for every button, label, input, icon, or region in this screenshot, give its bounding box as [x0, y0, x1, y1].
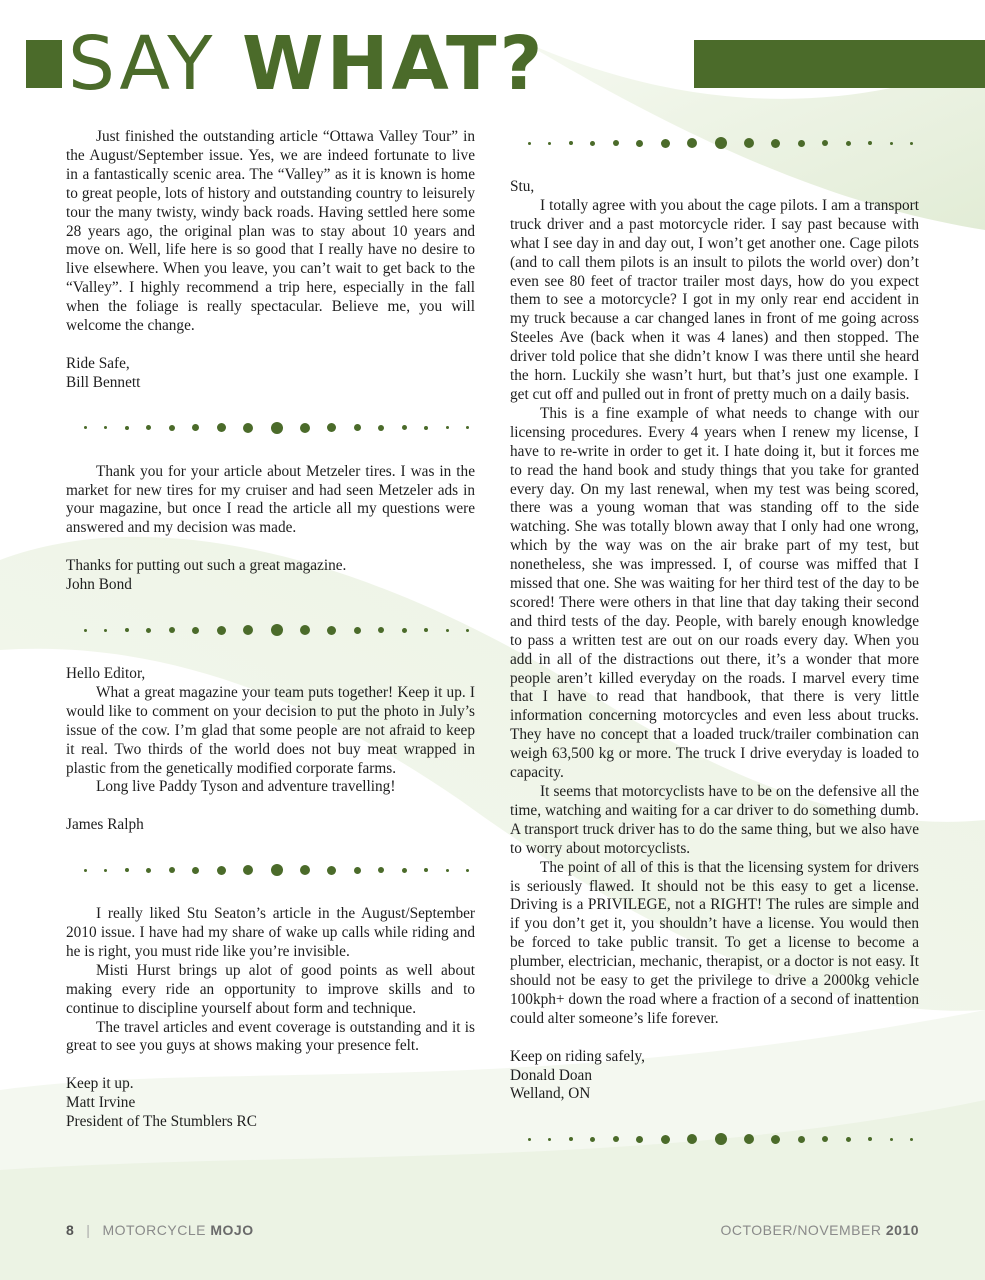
divider-dot [327, 423, 336, 432]
section-title-bold: WHAT? [241, 21, 546, 107]
divider-dot [327, 626, 336, 635]
divider-dot [217, 423, 226, 432]
divider-dot [424, 426, 428, 430]
divider-dot [271, 422, 283, 434]
divider-dot [125, 426, 129, 430]
divider-dot [771, 1135, 780, 1144]
divider-dot [798, 140, 805, 147]
divider-dot [424, 628, 428, 632]
issue-year: 2010 [885, 1222, 919, 1238]
letter-paragraph: Misti Hurst brings up alot of good points as well about making every ride an opportunity to improve skills and to continue to discipline yourself about form and technique. [66, 961, 475, 1017]
divider-dot [84, 426, 87, 429]
divider-dot [466, 869, 469, 872]
divider-dot [125, 868, 129, 872]
letter-paragraph: The travel articles and event coverage is outstanding and it is great to see you guys at shows making your presence felt. [66, 1018, 475, 1055]
divider-dot [636, 140, 643, 147]
divider-dot [243, 865, 253, 875]
divider-dot [661, 1135, 670, 1144]
footer-right [720, 1220, 919, 1240]
footer-separator: | [86, 1222, 91, 1238]
divider-dot [300, 865, 310, 875]
divider-dot [528, 1138, 531, 1141]
divider-dot [84, 629, 87, 632]
header-bar-right [694, 40, 985, 88]
divider-dot [636, 1136, 643, 1143]
dot-divider [528, 1124, 913, 1154]
divider-dot [125, 628, 129, 632]
header-bar-left [26, 40, 62, 88]
divider-dot [687, 138, 697, 148]
divider-dot [715, 137, 727, 149]
letter-paragraph: Long live Paddy Tyson and adventure travelling! [96, 778, 396, 796]
letter [66, 665, 475, 835]
letter-paragraph: Ride Safe, [66, 354, 130, 372]
letter-paragraph: Keep it up. [66, 1075, 134, 1093]
blank-line [510, 1029, 919, 1048]
divider-dot [378, 867, 384, 873]
letter-paragraph: Thanks for putting out such a great magazine. [66, 557, 347, 575]
divider-dot [402, 628, 407, 633]
divider-dot [528, 142, 531, 145]
divider-dot [271, 624, 283, 636]
divider-dot [661, 139, 670, 148]
divider-dot [771, 139, 780, 148]
divider-dot [868, 141, 872, 145]
divider-dot [466, 426, 469, 429]
divider-dot [146, 425, 151, 430]
divider-dot [613, 1136, 619, 1142]
divider-dot [822, 140, 828, 146]
dot-divider [528, 128, 913, 158]
blank-line [66, 538, 475, 557]
letter-paragraph: It seems that motorcyclists have to be on the defensive all the time, watching and waiting for a car driver to do something dumb. A transport truck driver has to do the same thing, but we also have to worry about motorcyclists. [510, 783, 919, 857]
divider-dot [192, 424, 199, 431]
divider-dot [271, 864, 283, 876]
letter [66, 463, 475, 595]
letter-paragraph: Just finished the outstanding article “Ottawa Valley Tour” in the August/September issue. Yes, we are indeed fortunate to live in a fantastically scenic area. The “Valley” as it is known is home to great people, lots of history and outstanding country to leisurely tour the many twisty, windy back roads. Having settled here some 28 years ago, the original plan was to stay about 10 years and move on. Well, life here is so good that I really have no desire to live elsewhere. When you leave, you can’t wait to get back to the “Valley”. I highly recommend a trip here, especially in the fall when the foliage is really spectacular. Believe me, you will welcome the change. [66, 128, 475, 335]
divider-dot [548, 1138, 551, 1141]
divider-dot [104, 629, 107, 632]
blank-line [66, 336, 475, 355]
letter [510, 178, 919, 1104]
divider-dot [590, 141, 595, 146]
letter [66, 905, 475, 1132]
divider-dot [890, 1138, 893, 1141]
divider-dot [354, 424, 361, 431]
issue-date: OCTOBER/NOVEMBER [720, 1222, 882, 1238]
magazine-name: MOTORCYCLE [102, 1222, 206, 1238]
letter-paragraph: President of The Stumblers RC [66, 1113, 257, 1131]
divider-dot [424, 868, 428, 872]
divider-dot [84, 869, 87, 872]
letter-paragraph: What a great magazine your team puts together! Keep it up. I would like to comment on your decision to put the photo in July’s issue of the cow. I’m glad that some people are not afraid to keep it real. Two thirds of the world does not buy meat wrapped in plastic from the genetically modified corporate farms. [66, 683, 475, 777]
letter-paragraph: John Bond [66, 576, 132, 594]
divider-dot [798, 1136, 805, 1143]
divider-dot [378, 425, 384, 431]
divider-dot [466, 629, 469, 632]
divider-dot [687, 1134, 697, 1144]
letter-paragraph: This is a fine example of what needs to change with our licensing procedures. Every 4 years when I renew my license, I have to re-write in order to get it. I hate doing it, but it forces me to read the hand book and study things that you take for granted every day. On my last renewal, when my test was being scored, there was a young woman that was standing off to the side watching. She was totally blown away that I only had one wrong, which by the way was on the air brake part of my test, but nonetheless, she was impressed. I, of course was miffed that I missed that one. She was waiting for her third test of the day to be scored! There were others in that line that day taking their second and third tests of the day. People, with barely enough knowledge to pass a written test are out on our roads every day. When you add in all of the distractions out there, it’s a wonder that more people aren’t killed everyday on the roads. I marvel every time that I have to read that handbook, that there is very little information concerning motorcycles and even less about trucks. They have no concept that a loaded truck/trailer combination can weigh 63,500 kg or more. The truck I drive everyday is loaded to capacity. [510, 404, 919, 782]
divider-dot [910, 142, 913, 145]
divider-dot [868, 1137, 872, 1141]
letter-paragraph: Bill Bennett [66, 373, 141, 391]
divider-dot [243, 625, 253, 635]
divider-dot [146, 628, 151, 633]
divider-dot [569, 1137, 573, 1141]
divider-dot [104, 426, 107, 429]
divider-dot [192, 867, 199, 874]
divider-dot [715, 1133, 727, 1145]
divider-dot [217, 866, 226, 875]
divider-dot [169, 425, 175, 431]
letter-paragraph: The point of all of this is that the licensing system for drivers is seriously flawed. It should not be this easy to get a license. Driving is a PRIVILEGE, not a RIGHT! The rules are simple and if you don’t get it, you shouldn’t have a license. You would then be forced to take public transit. To get a license to become a plumber, electrician, mechanic, therapist, or a doctor is not easy. It should not be easy to get the privilege to drive a 2000kg vehicle 100kph+ down the road where a fraction of a second of inattention could alter someone’s life forever. [510, 858, 919, 1027]
divider-dot [744, 138, 754, 148]
magazine-name-bold: MOJO [210, 1222, 254, 1238]
page-number: 8 [66, 1222, 75, 1238]
divider-dot [169, 867, 175, 873]
divider-dot [217, 626, 226, 635]
letter-paragraph: Hello Editor, [66, 665, 146, 682]
blank-line [66, 797, 475, 816]
letter-paragraph: Matt Irvine [66, 1094, 136, 1112]
dot-divider [84, 413, 469, 443]
section-title-light: SAY [68, 21, 216, 107]
divider-dot [104, 869, 107, 872]
right-column [510, 128, 919, 1174]
divider-dot [822, 1136, 828, 1142]
letter-paragraph: Welland, ON [510, 1085, 591, 1103]
letter-paragraph: James Ralph [66, 816, 144, 834]
divider-dot [327, 866, 336, 875]
divider-dot [590, 1137, 595, 1142]
letter-paragraph: Thank you for your article about Metzeler tires. I was in the market for new tires for my cruiser and had seen Metzeler ads in your magazine, but once I read the article all my questions were answered and my decision was made. [66, 462, 475, 537]
divider-dot [846, 1137, 851, 1142]
letter-paragraph: Donald Doan [510, 1066, 592, 1084]
dot-divider [84, 855, 469, 885]
left-column [66, 128, 475, 1132]
letter-paragraph: I really liked Stu Seaton’s article in the August/September 2010 issue. I have had my share of wake up calls while riding and he is right, you must ride like you’re invisible. [66, 905, 475, 960]
divider-dot [890, 142, 893, 145]
letter-paragraph: I totally agree with you about the cage pilots. I am a transport truck driver and a past motorcycle rider. I say past because with what I see day in and day out, I won’t get another one. Cage pilots (and to call them pilots is an insult to pilots the world over) don’t even see 80 feet of tractor trailer most days, how do you expect them to see a motorcycle? I got in my only rear end accident in my truck because a car changed lanes in front of me going across Steeles Ave (back when it was 4 lanes) and then stopped. The driver told police that she didn’t know I was there until she heard the horn. Luckily she wasn’t hurt, but that’s just one example. I get cut off and pulled out in front of pretty much on a daily basis. [510, 196, 919, 403]
section-title [68, 21, 546, 107]
blank-line [66, 1056, 475, 1075]
divider-dot [300, 423, 310, 433]
divider-dot [169, 627, 175, 633]
letter-paragraph: Keep on riding safely, [510, 1047, 645, 1065]
divider-dot [192, 627, 199, 634]
divider-dot [146, 868, 151, 873]
divider-dot [446, 426, 449, 429]
divider-dot [548, 142, 551, 145]
divider-dot [569, 141, 573, 145]
dot-divider [84, 615, 469, 645]
divider-dot [378, 627, 384, 633]
divider-dot [243, 423, 253, 433]
letter-paragraph: Stu, [510, 178, 535, 195]
divider-dot [744, 1134, 754, 1144]
divider-dot [354, 627, 361, 634]
divider-dot [910, 1138, 913, 1141]
divider-dot [402, 425, 407, 430]
footer-left [66, 1220, 254, 1240]
divider-dot [446, 869, 449, 872]
divider-dot [402, 868, 407, 873]
divider-dot [300, 625, 310, 635]
divider-dot [846, 141, 851, 146]
divider-dot [613, 140, 619, 146]
divider-dot [446, 629, 449, 632]
divider-dot [354, 867, 361, 874]
letter [66, 128, 475, 393]
